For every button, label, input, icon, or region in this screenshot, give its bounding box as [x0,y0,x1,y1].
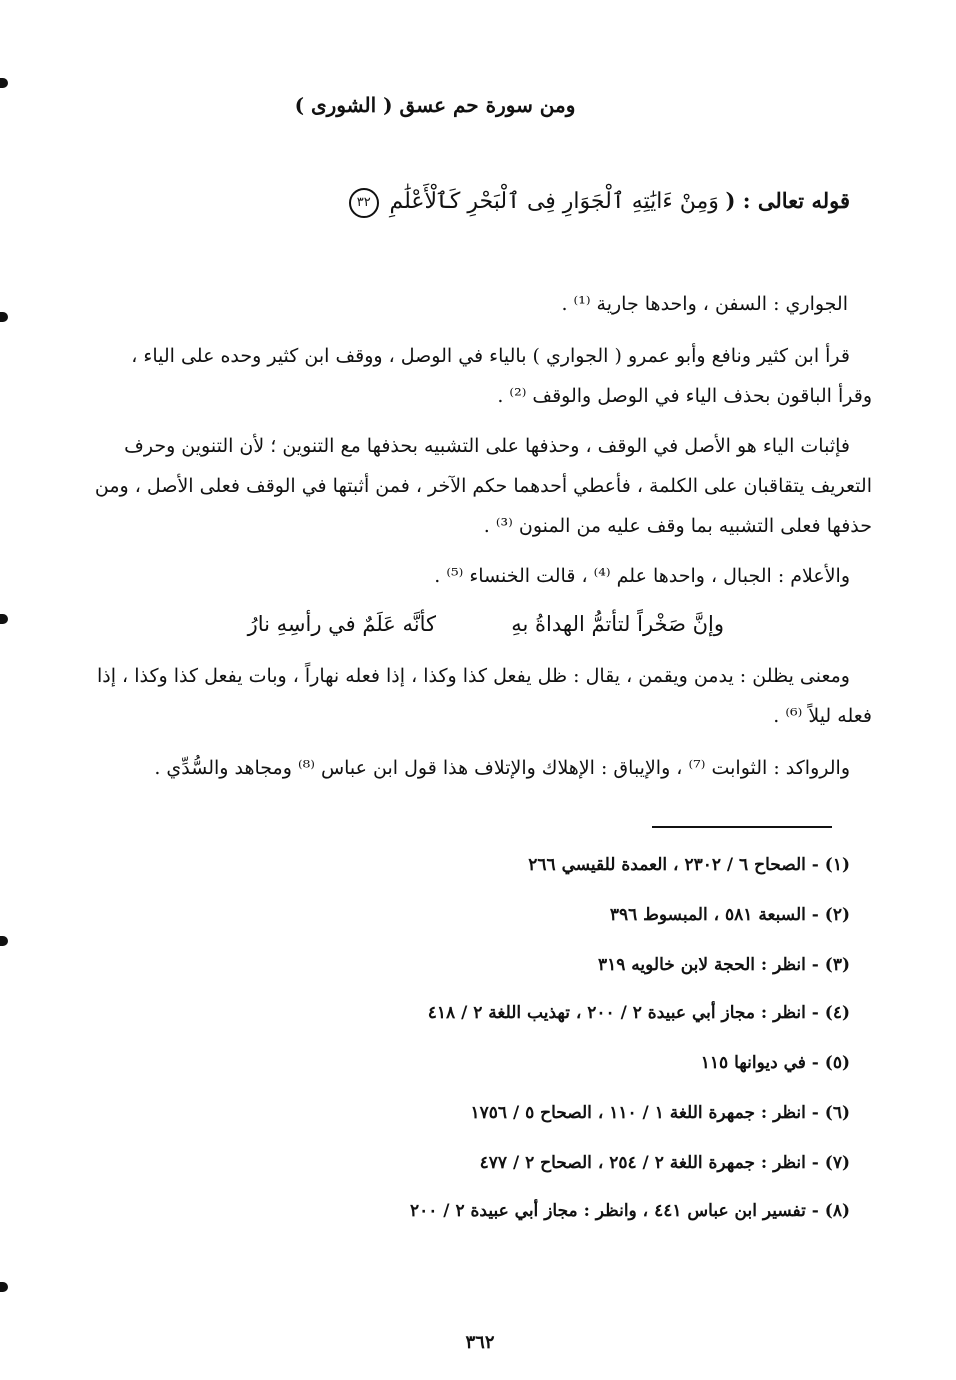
footnote: (٦) - انظر : جمهرة اللغة ١ / ١١٠ ، الصحاح ٥ / ١٧٥٦ [470,1103,850,1123]
body-line: فإثبات الياء هو الأصل في الوقف ، وحذفها على التشبيه بحذفها مع التنوين ؛ لأن التنوين وحرف [124,435,850,457]
footnote-separator [652,826,832,828]
body-line: قرأ ابن كثير ونافع وأبو عمرو ( الجواري ) بالياء في الوصل ، ووقف ابن كثير وحده على الياء ، [131,345,850,367]
footnote: (٧) - انظر : جمهرة اللغة ٢ / ٢٥٤ ، الصحاح ٢ / ٤٧٧ [479,1153,850,1173]
footnote: (٣) - انظر : الحجة لابن خالويه ٣١٩ [597,955,850,975]
scan-binding-mark [0,614,8,624]
quran-verse: وَمِنْ ءَايَٰتِهِ ٱلْجَوَارِ فِى ٱلْبَحْرِ كَٱلْأَعْلَٰمِ [389,189,719,214]
body-line: التعريف يتقاقبان على الكلمة ، فأعطي أحدهما حكم الآخر ، فمن أثبتها في الوقف فعلى الأصل ، ومن [94,475,872,497]
body-line: وقرأ الباقون بحذف الياء في الوصل والوقف ⁽²⁾ . [497,385,872,407]
scan-binding-mark [0,312,8,322]
body-line: والأعلام : الجبال ، واحدها علم ⁽⁴⁾ ، قالت الخنساء ⁽⁵⁾ . [434,565,850,587]
chapter-header: ومن سورة حم عسق ( الشورى ) [294,93,576,117]
scan-binding-mark [0,936,8,946]
body-line: ومعنى يظلن : يدمن ويقمن ، يقال : ظل يفعل كذا وكذا ، إذا فعله نهاراً ، وبات يفعل كذا وكذا ، إذا [97,665,850,687]
body-line: الجواري : السفن ، واحدها جارية ⁽¹⁾ . [561,293,848,315]
poem-hemistich-first: وإنَّ صَخْراً لتأتمُّ الهداةُ بهِ [511,612,724,636]
footnote: (١) - الصحاح ٦ / ٢٣٠٢ ، العمدة للقيسي ٢٦٦ [528,855,850,875]
body-line: حذفها فعلى التشبيه بما وقف عليه من المنون ⁽³⁾ . [483,515,872,537]
poem-hemistich-second: كأنَّه عَلَمٌ في رأسِهِ نارُ [247,612,436,636]
body-line: فعله ليلاً ⁽⁶⁾ . [773,705,872,727]
ayah-number-marker: ٣٢ [349,188,379,218]
body-line: والرواكد : الثوابت ⁽⁷⁾ ، والإيباق : الإهلاك والإتلاف هذا قول ابن عباس ⁽⁸⁾ ومجاهد والسُّدِّي . [154,757,850,779]
footnote: (٤) - انظر : مجاز أبي عبيدة ٢ / ٢٠٠ ، تهذيب اللغة ٢ / ٤١٨ [427,1003,850,1023]
scan-binding-mark [0,1282,8,1292]
page-number: ٣٦٢ [465,1332,495,1353]
verse-line [349,184,850,219]
verse-intro: قوله تعالى : ( [725,188,850,213]
scan-binding-mark [0,78,8,88]
footnote: (٨) - تفسير ابن عباس ٤٤١ ، وانظر : مجاز أبي عبيدة ٢ / ٢٠٠ [409,1201,850,1221]
footnote: (٢) - السبعة ٥٨١ ، المبسوط ٣٩٦ [609,905,850,925]
footnote: (٥) - في ديوانها ١١٥ [700,1053,850,1073]
